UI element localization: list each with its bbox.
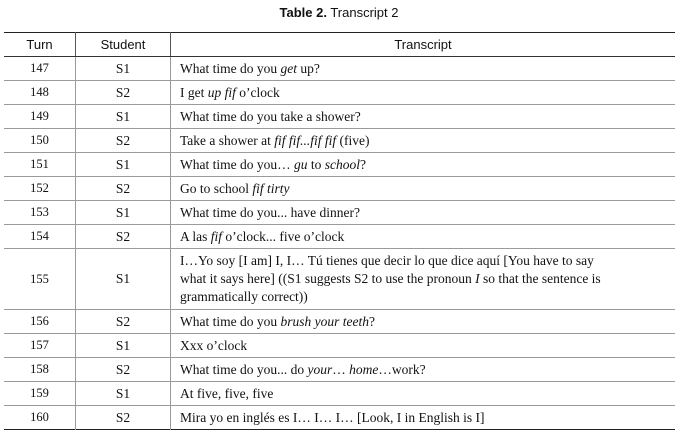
student-cell: S2 (76, 81, 171, 105)
transcript-cell (171, 225, 676, 249)
transcript-italic-segment: your (307, 361, 333, 377)
transcript-line (180, 252, 675, 270)
turn-cell: 149 (4, 105, 76, 129)
student-cell: S2 (76, 358, 171, 382)
table-body (4, 57, 675, 430)
table-row (4, 225, 675, 249)
student-cell: S1 (76, 153, 171, 177)
table-row (4, 81, 675, 105)
transcript-segment: up? (296, 60, 320, 76)
transcript-cell (171, 177, 676, 201)
transcript-italic-segment: gu (293, 156, 308, 172)
turn-cell: 159 (4, 382, 76, 406)
transcript-segment: what it says here] ((S1 suggests S2 to use the pronoun (180, 270, 476, 286)
transcript-cell (171, 153, 676, 177)
table-row (4, 249, 675, 310)
transcript-italic-segment: brush your teeth (280, 313, 369, 329)
turn-cell: 160 (4, 406, 76, 430)
transcript-cell (171, 358, 676, 382)
turn-cell: 151 (4, 153, 76, 177)
transcript-segment: Take a shower at (180, 132, 275, 148)
turn-cell: 155 (4, 249, 76, 310)
student-cell: S2 (76, 406, 171, 430)
transcript-segment: Mira yo en inglés es I… I… I… [Look, I in English is I] (180, 409, 485, 425)
student-cell: S1 (76, 201, 171, 225)
turn-cell: 154 (4, 225, 76, 249)
transcript-italic-segment: get (280, 60, 297, 76)
transcript-segment: Xxx o’clock (180, 337, 248, 353)
column-header-transcript: Transcript (171, 33, 676, 57)
transcript-cell (171, 201, 676, 225)
table-row (4, 177, 675, 201)
transcript-line (180, 288, 675, 306)
table-header-row (4, 33, 675, 57)
transcript-segment: I get (180, 84, 208, 100)
transcript-italic-segment: fif tirty (252, 180, 290, 196)
turn-cell: 158 (4, 358, 76, 382)
transcript-segment: to (307, 156, 325, 172)
transcript-segment: … (332, 361, 350, 377)
transcript-cell (171, 81, 676, 105)
transcript-segment: ? (368, 313, 375, 329)
turn-cell: 148 (4, 81, 76, 105)
transcript-italic-segment: up fif (207, 84, 236, 100)
transcript-segment: What time do you (180, 313, 281, 329)
table-row (4, 153, 675, 177)
column-header-student: Student (76, 33, 171, 57)
transcript-cell (171, 249, 676, 310)
table-caption (0, 5, 678, 20)
table-caption-label: Table 2. (279, 5, 327, 20)
transcript-cell (171, 129, 676, 153)
transcript-segment: o’clock... five o’clock (222, 228, 345, 244)
transcript-segment: …work? (378, 361, 426, 377)
transcript-segment: What time do you (180, 60, 281, 76)
transcript-segment: What time do you... do (180, 361, 308, 377)
student-cell: S1 (76, 105, 171, 129)
turn-cell: 157 (4, 334, 76, 358)
table-row (4, 57, 675, 81)
turn-cell: 150 (4, 129, 76, 153)
transcript-italic-segment: fif fif...fif fif (274, 132, 337, 148)
transcript-segment: so that the sentence is (479, 270, 601, 286)
transcript-italic-segment: fif (210, 228, 223, 244)
student-cell: S2 (76, 177, 171, 201)
table-row (4, 201, 675, 225)
student-cell: S2 (76, 225, 171, 249)
transcript-segment: I…Yo soy [I am] I, I… Tú tienes que decir lo que dice aquí [You have to say (180, 252, 594, 268)
table-row (4, 406, 675, 430)
transcript-segment: What time do you... have dinner? (180, 204, 360, 220)
table-caption-text: Transcript 2 (330, 5, 399, 20)
transcript-segment: grammatically correct)) (180, 288, 308, 304)
student-cell: S1 (76, 249, 171, 310)
transcript-italic-segment: I (475, 270, 480, 286)
student-cell: S2 (76, 310, 171, 334)
table-row (4, 358, 675, 382)
table-row (4, 334, 675, 358)
transcript-line (180, 270, 675, 288)
turn-cell: 152 (4, 177, 76, 201)
student-cell: S1 (76, 382, 171, 406)
transcript-segment: o’clock (235, 84, 280, 100)
table-row (4, 105, 675, 129)
student-cell: S1 (76, 334, 171, 358)
turn-cell: 147 (30, 61, 49, 75)
transcript-cell (171, 406, 676, 430)
transcript-cell (171, 105, 676, 129)
transcript-segment: ? (360, 156, 366, 172)
student-cell: S2 (76, 129, 171, 153)
table-row (4, 382, 675, 406)
transcript-segment: A las (180, 228, 211, 244)
transcript-cell (171, 334, 676, 358)
transcript-segment: (five) (336, 132, 370, 148)
transcript-table (4, 32, 675, 430)
transcript-segment: What time do you take a shower? (180, 108, 361, 124)
transcript-italic-segment: home (349, 361, 379, 377)
column-header-turn: Turn (4, 33, 76, 57)
transcript-cell (171, 310, 676, 334)
table-row (4, 129, 675, 153)
turn-cell: 156 (4, 310, 76, 334)
transcript-cell (171, 382, 676, 406)
transcript-segment: Go to school (180, 180, 253, 196)
transcript-segment: At five, five, five (180, 385, 274, 401)
transcript-italic-segment: school (324, 156, 360, 172)
table-row (4, 310, 675, 334)
student-cell: S1 (76, 57, 171, 81)
transcript-segment: What time do you… (180, 156, 294, 172)
transcript-cell (171, 57, 676, 81)
turn-cell: 153 (4, 201, 76, 225)
